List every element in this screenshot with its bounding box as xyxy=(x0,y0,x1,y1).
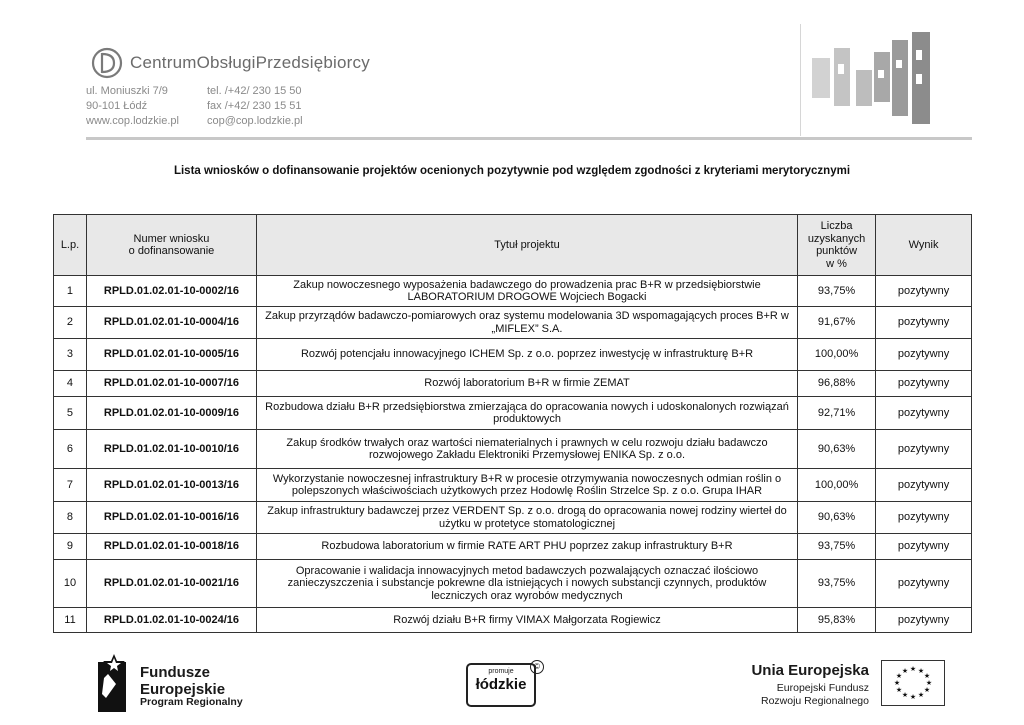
header-lp: L.p. xyxy=(54,215,87,276)
address-street: ul. Moniuszki 7/9 xyxy=(86,85,168,97)
cell-title: Rozwój działu B+R firmy VIMAX Małgorzata Rogiewicz xyxy=(256,608,797,633)
applications-table xyxy=(53,214,972,633)
svg-text:★: ★ xyxy=(895,686,903,694)
cell-lp: 4 xyxy=(54,371,87,397)
svg-text:★: ★ xyxy=(895,672,903,680)
table-row xyxy=(54,469,972,502)
copyright-icon: © xyxy=(530,660,544,674)
header-title: Tytuł projektu xyxy=(256,215,797,276)
svg-text:★: ★ xyxy=(923,686,931,694)
cell-lp: 1 xyxy=(54,276,87,307)
header-separator xyxy=(86,137,972,140)
fe-subtitle: Program Regionalny xyxy=(140,696,243,708)
cell-result: pozytywny xyxy=(876,339,972,371)
svg-text:★: ★ xyxy=(917,667,925,675)
cop-logo-icon xyxy=(90,46,124,80)
cell-points: 95,83% xyxy=(798,608,876,633)
cell-result: pozytywny xyxy=(876,560,972,608)
cell-lp: 8 xyxy=(54,502,87,534)
cell-number: RPLD.01.02.01-10-0010/16 xyxy=(86,430,256,469)
cell-lp: 6 xyxy=(54,430,87,469)
cell-number: RPLD.01.02.01-10-0021/16 xyxy=(86,560,256,608)
header-result: Wynik xyxy=(876,215,972,276)
fe-title: Fundusze Europejskie xyxy=(140,664,226,698)
cell-points: 90,63% xyxy=(798,430,876,469)
address-block xyxy=(86,84,179,129)
cell-result: pozytywny xyxy=(876,371,972,397)
cell-lp: 10 xyxy=(54,560,87,608)
cell-lp: 2 xyxy=(54,307,87,339)
table-row xyxy=(54,430,972,469)
svg-text:★: ★ xyxy=(917,691,925,699)
cell-number: RPLD.01.02.01-10-0004/16 xyxy=(86,307,256,339)
cell-points: 100,00% xyxy=(798,339,876,371)
svg-text:★: ★ xyxy=(923,672,931,680)
cell-result: pozytywny xyxy=(876,469,972,502)
cell-result: pozytywny xyxy=(876,534,972,560)
contact-block xyxy=(207,84,303,129)
cell-result: pozytywny xyxy=(876,502,972,534)
email-link[interactable]: cop@cop.lodzkie.pl xyxy=(207,115,303,127)
cell-title: Zakup środków trwałych oraz wartości niematerialnych i prawnych w celu rozwoju działu badawczo rozwojowego Zakładu Elektroniki Przemysłowej ENIKA Sp. z o.o. xyxy=(256,430,797,469)
svg-text:★: ★ xyxy=(925,679,933,687)
cell-points: 90,63% xyxy=(798,502,876,534)
cell-result: pozytywny xyxy=(876,307,972,339)
ue-title: Unia Europejska xyxy=(751,662,869,679)
promo-big-text: łódzkie xyxy=(475,676,527,693)
svg-text:★: ★ xyxy=(901,691,909,699)
table-row xyxy=(54,371,972,397)
svg-text:★: ★ xyxy=(893,679,901,687)
cell-title: Rozbudowa laboratorium w firmie RATE ART PHU poprzez zakup infrastruktury B+R xyxy=(256,534,797,560)
cell-points: 100,00% xyxy=(798,469,876,502)
cell-title: Wykorzystanie nowoczesnej infrastruktury B+R w procesie otrzymywania nowoczesnych odmian roślin o polepszonych właściwościach użytkowych przez Hodowlę Roślin Strzelce Sp. z o.o. Grupa IHAR xyxy=(256,469,797,502)
svg-text:★: ★ xyxy=(909,693,917,701)
table-row xyxy=(54,276,972,307)
cell-lp: 5 xyxy=(54,397,87,430)
brand-name: CentrumObsługiPrzedsiębiorcy xyxy=(130,53,370,72)
svg-text:★: ★ xyxy=(901,667,909,675)
table-row xyxy=(54,502,972,534)
cell-title: Zakup przyrządów badawczo-pomiarowych oraz systemu modelowania 3D wspomagających proces B+R w „MIFLEX” S.A. xyxy=(256,307,797,339)
document-title: Lista wniosków o dofinansowanie projektów ocenionych pozytywnie pod względem zgodności z kryteriami merytorycznymi xyxy=(173,165,851,177)
cell-points: 93,75% xyxy=(798,276,876,307)
fundusze-star-icon xyxy=(96,654,130,714)
table-row xyxy=(54,397,972,430)
cell-title: Rozbudowa działu B+R przedsiębiorstwa zmierzająca do opracowania nowych i udoskonalonych rozwiązań produktowych xyxy=(256,397,797,430)
fundusze-europejskie-logo xyxy=(96,654,266,716)
header-divider xyxy=(800,24,801,136)
cell-points: 92,71% xyxy=(798,397,876,430)
cell-result: pozytywny xyxy=(876,430,972,469)
promuje-lodzkie-logo xyxy=(466,663,536,707)
eu-flag-icon xyxy=(881,660,945,706)
cell-lp: 3 xyxy=(54,339,87,371)
table-header-row xyxy=(54,215,972,276)
cell-points: 91,67% xyxy=(798,307,876,339)
cell-title: Opracowanie i walidacja innowacyjnych metod badawczych pozwalających oznaczać ilościowo zanieczyszczenia i substancje pokrewne dla istniejących i nowych substancji czynnych, produktów leczniczych oraz wyrobów medycznych xyxy=(256,560,797,608)
cell-title: Zakup infrastruktury badawczej przez VERDENT Sp. z o.o. drogą do opracowania nowej rodziny wierteł do użytku w protetyce stomatologicznej xyxy=(256,502,797,534)
cell-points: 93,75% xyxy=(798,560,876,608)
cell-number: RPLD.01.02.01-10-0013/16 xyxy=(86,469,256,502)
table-row xyxy=(54,608,972,633)
brand-header xyxy=(90,46,370,80)
cell-title: Zakup nowoczesnego wyposażenia badawczego do prowadzenia prac B+R w przedsiębiorstwie LABORATORIUM DROGOWE Wojciech Bogacki xyxy=(256,276,797,307)
cell-number: RPLD.01.02.01-10-0005/16 xyxy=(86,339,256,371)
cell-title: Rozwój laboratorium B+R w firmie ZEMAT xyxy=(256,371,797,397)
website-link[interactable]: www.cop.lodzkie.pl xyxy=(86,115,179,127)
cell-lp: 11 xyxy=(54,608,87,633)
table-row xyxy=(54,307,972,339)
cell-result: pozytywny xyxy=(876,608,972,633)
table-row xyxy=(54,560,972,608)
promo-small-text: promuje xyxy=(488,668,514,675)
cell-points: 96,88% xyxy=(798,371,876,397)
cell-number: RPLD.01.02.01-10-0002/16 xyxy=(86,276,256,307)
cell-lp: 9 xyxy=(54,534,87,560)
header-number: Numer wniosku o dofinansowanie xyxy=(86,215,256,276)
unia-europejska-label xyxy=(751,662,869,708)
phone-number: tel. /+42/ 230 15 50 xyxy=(207,85,302,97)
cell-number: RPLD.01.02.01-10-0007/16 xyxy=(86,371,256,397)
header-points: Liczba uzyskanych punktów w % xyxy=(798,215,876,276)
cell-number: RPLD.01.02.01-10-0024/16 xyxy=(86,608,256,633)
cell-points: 93,75% xyxy=(798,534,876,560)
svg-text:★: ★ xyxy=(909,665,917,673)
cell-title: Rozwój potencjału innowacyjnego ICHEM Sp. z o.o. poprzez inwestycję w infrastrukturę B+R xyxy=(256,339,797,371)
address-city: 90-101 Łódź xyxy=(86,100,148,112)
table-row xyxy=(54,534,972,560)
ue-fund-line1: Europejski Fundusz xyxy=(776,682,869,694)
cell-lp: 7 xyxy=(54,469,87,502)
cell-number: RPLD.01.02.01-10-0009/16 xyxy=(86,397,256,430)
cell-number: RPLD.01.02.01-10-0016/16 xyxy=(86,502,256,534)
table-row xyxy=(54,339,972,371)
decorative-bars-graphic xyxy=(812,30,940,126)
ue-fund-line2: Rozwoju Regionalnego xyxy=(761,695,869,707)
cell-result: pozytywny xyxy=(876,397,972,430)
fax-number: fax /+42/ 230 15 51 xyxy=(207,100,302,112)
cell-number: RPLD.01.02.01-10-0018/16 xyxy=(86,534,256,560)
cell-result: pozytywny xyxy=(876,276,972,307)
